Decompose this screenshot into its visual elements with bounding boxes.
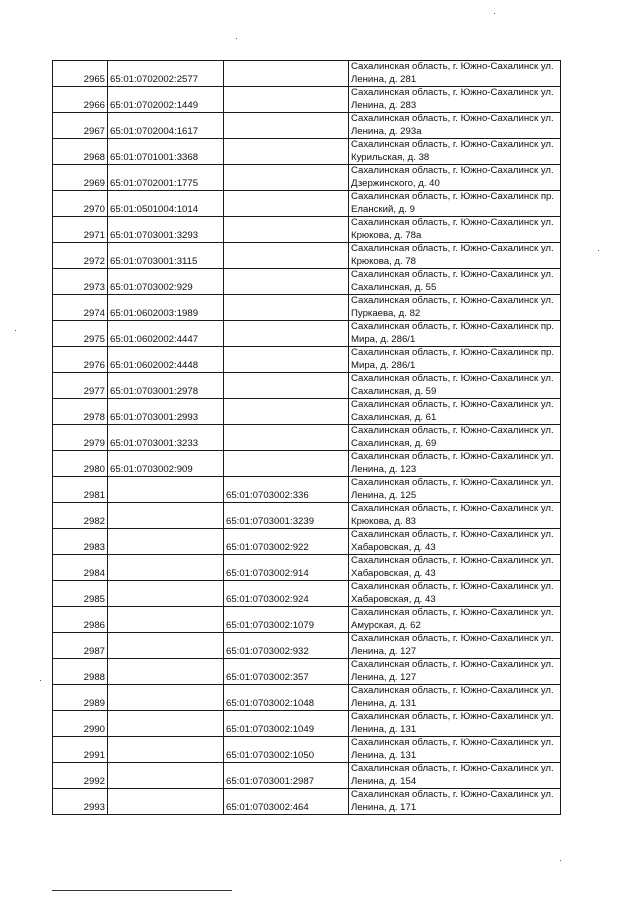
cadastral-number-primary: 65:01:0702001:1775 xyxy=(108,165,224,191)
table-row xyxy=(53,165,561,191)
address-line-1: Сахалинская область, г. Южно-Сахалинск ул. xyxy=(351,217,554,228)
address-cell xyxy=(349,269,561,295)
scan-speck xyxy=(560,860,561,861)
row-number: 2968 xyxy=(53,139,108,165)
address-cell xyxy=(349,139,561,165)
row-number: 2978 xyxy=(53,399,108,425)
cadastral-number-secondary xyxy=(224,113,349,139)
address-line-2: Хабаровская, д. 43 xyxy=(351,593,436,605)
cadastral-number-secondary: 65:01:0703002:1050 xyxy=(224,737,349,763)
address-line-2: Крюкова, д. 78 xyxy=(351,255,417,267)
table-row xyxy=(53,321,561,347)
property-registry-table xyxy=(52,60,561,815)
address-line-2: Сахалинская, д. 55 xyxy=(351,281,437,293)
row-number: 2981 xyxy=(53,477,108,503)
table-row xyxy=(53,607,561,633)
address-line-1: Сахалинская область, г. Южно-Сахалинск ул. xyxy=(351,113,554,124)
cadastral-number-secondary xyxy=(224,321,349,347)
cadastral-number-secondary: 65:01:0703002:914 xyxy=(224,555,349,581)
cadastral-number-secondary xyxy=(224,87,349,113)
table-row xyxy=(53,763,561,789)
cadastral-number-primary xyxy=(108,737,224,763)
address-line-1: Сахалинская область, г. Южно-Сахалинск ул. xyxy=(351,451,554,462)
table-row xyxy=(53,685,561,711)
cadastral-number-secondary xyxy=(224,61,349,87)
cadastral-number-secondary xyxy=(224,165,349,191)
address-cell xyxy=(349,633,561,659)
address-line-2: Ленина, д. 125 xyxy=(351,489,417,501)
address-cell xyxy=(349,529,561,555)
address-cell xyxy=(349,451,561,477)
cadastral-number-secondary xyxy=(224,295,349,321)
address-line-1: Сахалинская область, г. Южно-Сахалинск пр. xyxy=(351,347,555,358)
table-row xyxy=(53,87,561,113)
address-line-2: Мира, д. 286/1 xyxy=(351,333,416,345)
row-number: 2984 xyxy=(53,555,108,581)
cadastral-number-secondary: 65:01:0703002:922 xyxy=(224,529,349,555)
cadastral-number-primary xyxy=(108,555,224,581)
cadastral-number-secondary xyxy=(224,139,349,165)
row-number: 2993 xyxy=(53,789,108,815)
address-line-1: Сахалинская область, г. Южно-Сахалинск ул. xyxy=(351,269,554,280)
address-line-1: Сахалинская область, г. Южно-Сахалинск ул. xyxy=(351,659,554,670)
cadastral-number-primary xyxy=(108,659,224,685)
address-line-1: Сахалинская область, г. Южно-Сахалинск ул. xyxy=(351,711,554,722)
cadastral-number-primary xyxy=(108,581,224,607)
address-line-1: Сахалинская область, г. Южно-Сахалинск ул. xyxy=(351,581,554,592)
cadastral-number-primary: 65:01:0703001:3293 xyxy=(108,217,224,243)
row-number: 2977 xyxy=(53,373,108,399)
table-row xyxy=(53,113,561,139)
address-cell xyxy=(349,737,561,763)
cadastral-number-secondary xyxy=(224,217,349,243)
address-line-1: Сахалинская область, г. Южно-Сахалинск ул. xyxy=(351,607,554,618)
address-cell xyxy=(349,555,561,581)
cadastral-number-primary: 65:01:0702004:1617 xyxy=(108,113,224,139)
address-cell xyxy=(349,711,561,737)
cadastral-number-secondary: 65:01:0703002:336 xyxy=(224,477,349,503)
cadastral-number-secondary: 65:01:0703001:2987 xyxy=(224,763,349,789)
address-line-1: Сахалинская область, г. Южно-Сахалинск ул. xyxy=(351,87,554,98)
address-line-1: Сахалинская область, г. Южно-Сахалинск ул. xyxy=(351,685,554,696)
cadastral-number-secondary: 65:01:0703002:932 xyxy=(224,633,349,659)
cadastral-number-primary: 65:01:0602002:4448 xyxy=(108,347,224,373)
cadastral-number-secondary xyxy=(224,191,349,217)
cadastral-number-primary xyxy=(108,503,224,529)
table-row xyxy=(53,425,561,451)
table-row xyxy=(53,373,561,399)
address-cell xyxy=(349,217,561,243)
address-line-1: Сахалинская область, г. Южно-Сахалинск ул. xyxy=(351,165,554,176)
row-number: 2980 xyxy=(53,451,108,477)
address-line-1: Сахалинская область, г. Южно-Сахалинск ул. xyxy=(351,503,554,514)
cadastral-number-secondary: 65:01:0703002:924 xyxy=(224,581,349,607)
row-number: 2990 xyxy=(53,711,108,737)
address-line-2: Сахалинская, д. 69 xyxy=(351,437,437,449)
table-row xyxy=(53,659,561,685)
table-row xyxy=(53,243,561,269)
address-cell xyxy=(349,87,561,113)
cadastral-number-primary: 65:01:0702002:1449 xyxy=(108,87,224,113)
table-row xyxy=(53,191,561,217)
cadastral-number-primary: 65:01:0602002:4447 xyxy=(108,321,224,347)
address-line-2: Сахалинская, д. 59 xyxy=(351,385,437,397)
address-line-1: Сахалинская область, г. Южно-Сахалинск ул. xyxy=(351,139,554,150)
address-line-1: Сахалинская область, г. Южно-Сахалинск ул. xyxy=(351,529,554,540)
row-number: 2974 xyxy=(53,295,108,321)
table-row xyxy=(53,789,561,815)
row-number: 2982 xyxy=(53,503,108,529)
row-number: 2969 xyxy=(53,165,108,191)
address-line-1: Сахалинская область, г. Южно-Сахалинск пр. xyxy=(351,321,555,332)
address-cell xyxy=(349,685,561,711)
table-row xyxy=(53,529,561,555)
cadastral-number-primary xyxy=(108,477,224,503)
address-cell xyxy=(349,425,561,451)
row-number: 2973 xyxy=(53,269,108,295)
address-line-1: Сахалинская область, г. Южно-Сахалинск ул. xyxy=(351,477,554,488)
address-line-2: Амурская, д. 62 xyxy=(351,619,421,631)
address-line-1: Сахалинская область, г. Южно-Сахалинск ул. xyxy=(351,737,554,748)
cadastral-number-primary: 65:01:0703002:929 xyxy=(108,269,224,295)
address-cell xyxy=(349,347,561,373)
address-line-2: Ленина, д. 131 xyxy=(351,723,417,735)
table-row xyxy=(53,711,561,737)
address-line-2: Крюкова, д. 83 xyxy=(351,515,417,527)
cadastral-number-primary xyxy=(108,711,224,737)
cadastral-number-primary: 65:01:0701001:3368 xyxy=(108,139,224,165)
cadastral-number-secondary xyxy=(224,243,349,269)
address-line-2: Пуркаева, д. 82 xyxy=(351,307,421,319)
address-line-1: Сахалинская область, г. Южно-Сахалинск ул. xyxy=(351,61,554,72)
cadastral-number-secondary: 65:01:0703001:3239 xyxy=(224,503,349,529)
row-number: 2965 xyxy=(53,61,108,87)
cadastral-number-secondary: 65:01:0703002:1049 xyxy=(224,711,349,737)
address-cell xyxy=(349,243,561,269)
cadastral-number-primary: 65:01:0501004:1014 xyxy=(108,191,224,217)
table-row xyxy=(53,451,561,477)
cadastral-number-primary xyxy=(108,633,224,659)
address-line-2: Ленина, д. 154 xyxy=(351,775,417,787)
address-line-2: Ленина, д. 171 xyxy=(351,801,417,813)
cadastral-number-primary: 65:01:0703001:2978 xyxy=(108,373,224,399)
address-line-1: Сахалинская область, г. Южно-Сахалинск ул. xyxy=(351,425,554,436)
cadastral-number-secondary xyxy=(224,269,349,295)
cadastral-number-secondary: 65:01:0703002:1079 xyxy=(224,607,349,633)
address-line-2: Хабаровская, д. 43 xyxy=(351,541,436,553)
table-row xyxy=(53,61,561,87)
row-number: 2971 xyxy=(53,217,108,243)
cadastral-number-secondary: 65:01:0703002:357 xyxy=(224,659,349,685)
row-number: 2970 xyxy=(53,191,108,217)
registry-table-body xyxy=(53,61,561,815)
address-line-2: Ленина, д. 123 xyxy=(351,463,417,475)
cadastral-number-secondary: 65:01:0703002:464 xyxy=(224,789,349,815)
row-number: 2989 xyxy=(53,685,108,711)
row-number: 2986 xyxy=(53,607,108,633)
cadastral-number-primary: 65:01:0703002:909 xyxy=(108,451,224,477)
address-line-2: Ленина, д. 283 xyxy=(351,99,417,111)
address-line-1: Сахалинская область, г. Южно-Сахалинск ул. xyxy=(351,295,554,306)
address-line-1: Сахалинская область, г. Южно-Сахалинск ул. xyxy=(351,243,554,254)
table-row xyxy=(53,555,561,581)
address-line-2: Дзержинского, д. 40 xyxy=(351,177,440,189)
cadastral-number-secondary: 65:01:0703002:1048 xyxy=(224,685,349,711)
cadastral-number-secondary xyxy=(224,451,349,477)
address-cell xyxy=(349,373,561,399)
row-number: 2979 xyxy=(53,425,108,451)
table-row xyxy=(53,477,561,503)
cadastral-number-primary: 65:01:0703001:3233 xyxy=(108,425,224,451)
address-line-1: Сахалинская область, г. Южно-Сахалинск ул. xyxy=(351,399,554,410)
table-row xyxy=(53,581,561,607)
cadastral-number-primary: 65:01:0602003:1989 xyxy=(108,295,224,321)
table-row xyxy=(53,269,561,295)
row-number: 2988 xyxy=(53,659,108,685)
table-row xyxy=(53,139,561,165)
address-cell xyxy=(349,581,561,607)
cadastral-number-primary xyxy=(108,607,224,633)
address-line-2: Ленина, д. 281 xyxy=(351,73,417,85)
address-line-2: Ленина, д. 293а xyxy=(351,125,422,137)
cadastral-number-secondary xyxy=(224,373,349,399)
address-cell xyxy=(349,191,561,217)
address-line-1: Сахалинская область, г. Южно-Сахалинск ул. xyxy=(351,555,554,566)
address-line-2: Еланский, д. 9 xyxy=(351,203,415,215)
row-number: 2985 xyxy=(53,581,108,607)
cadastral-number-primary xyxy=(108,685,224,711)
address-line-2: Крюкова, д. 78а xyxy=(351,229,422,241)
address-line-2: Хабаровская, д. 43 xyxy=(351,567,436,579)
table-row xyxy=(53,295,561,321)
address-cell xyxy=(349,165,561,191)
address-line-2: Ленина, д. 127 xyxy=(351,671,417,683)
cadastral-number-primary: 65:01:0703001:2993 xyxy=(108,399,224,425)
row-number: 2975 xyxy=(53,321,108,347)
address-line-1: Сахалинская область, г. Южно-Сахалинск ул. xyxy=(351,789,554,800)
address-line-2: Ленина, д. 131 xyxy=(351,749,417,761)
row-number: 2967 xyxy=(53,113,108,139)
address-cell xyxy=(349,295,561,321)
cadastral-number-primary: 65:01:0702002:2577 xyxy=(108,61,224,87)
address-line-2: Мира, д. 286/1 xyxy=(351,359,416,371)
address-line-1: Сахалинская область, г. Южно-Сахалинск ул. xyxy=(351,633,554,644)
cadastral-number-secondary xyxy=(224,425,349,451)
address-cell xyxy=(349,607,561,633)
cadastral-number-primary xyxy=(108,789,224,815)
address-cell xyxy=(349,399,561,425)
cadastral-number-primary xyxy=(108,763,224,789)
table-row xyxy=(53,633,561,659)
table-row xyxy=(53,503,561,529)
scan-speck xyxy=(236,38,237,39)
table-row xyxy=(53,217,561,243)
address-line-1: Сахалинская область, г. Южно-Сахалинск ул. xyxy=(351,763,554,774)
row-number: 2972 xyxy=(53,243,108,269)
cadastral-number-primary: 65:01:0703001:3115 xyxy=(108,243,224,269)
row-number: 2987 xyxy=(53,633,108,659)
cadastral-number-secondary xyxy=(224,347,349,373)
address-cell xyxy=(349,503,561,529)
address-cell xyxy=(349,113,561,139)
address-line-1: Сахалинская область, г. Южно-Сахалинск пр. xyxy=(351,191,555,202)
table-row xyxy=(53,399,561,425)
table-row xyxy=(53,737,561,763)
scan-speck xyxy=(494,13,495,14)
address-line-2: Сахалинская, д. 61 xyxy=(351,411,437,423)
address-cell xyxy=(349,321,561,347)
address-cell xyxy=(349,789,561,815)
row-number: 2983 xyxy=(53,529,108,555)
table-row xyxy=(53,347,561,373)
row-number: 2991 xyxy=(53,737,108,763)
address-line-2: Ленина, д. 127 xyxy=(351,645,417,657)
address-cell xyxy=(349,61,561,87)
address-cell xyxy=(349,763,561,789)
address-cell xyxy=(349,477,561,503)
row-number: 2966 xyxy=(53,87,108,113)
address-cell xyxy=(349,659,561,685)
address-line-1: Сахалинская область, г. Южно-Сахалинск ул. xyxy=(351,373,554,384)
address-line-2: Курильская, д. 38 xyxy=(351,151,430,163)
scan-speck xyxy=(598,250,599,251)
footer-divider xyxy=(52,890,232,891)
scan-speck xyxy=(15,330,16,331)
scan-speck xyxy=(40,680,41,681)
cadastral-number-primary xyxy=(108,529,224,555)
cadastral-number-secondary xyxy=(224,399,349,425)
address-line-2: Ленина, д. 131 xyxy=(351,697,417,709)
row-number: 2976 xyxy=(53,347,108,373)
row-number: 2992 xyxy=(53,763,108,789)
